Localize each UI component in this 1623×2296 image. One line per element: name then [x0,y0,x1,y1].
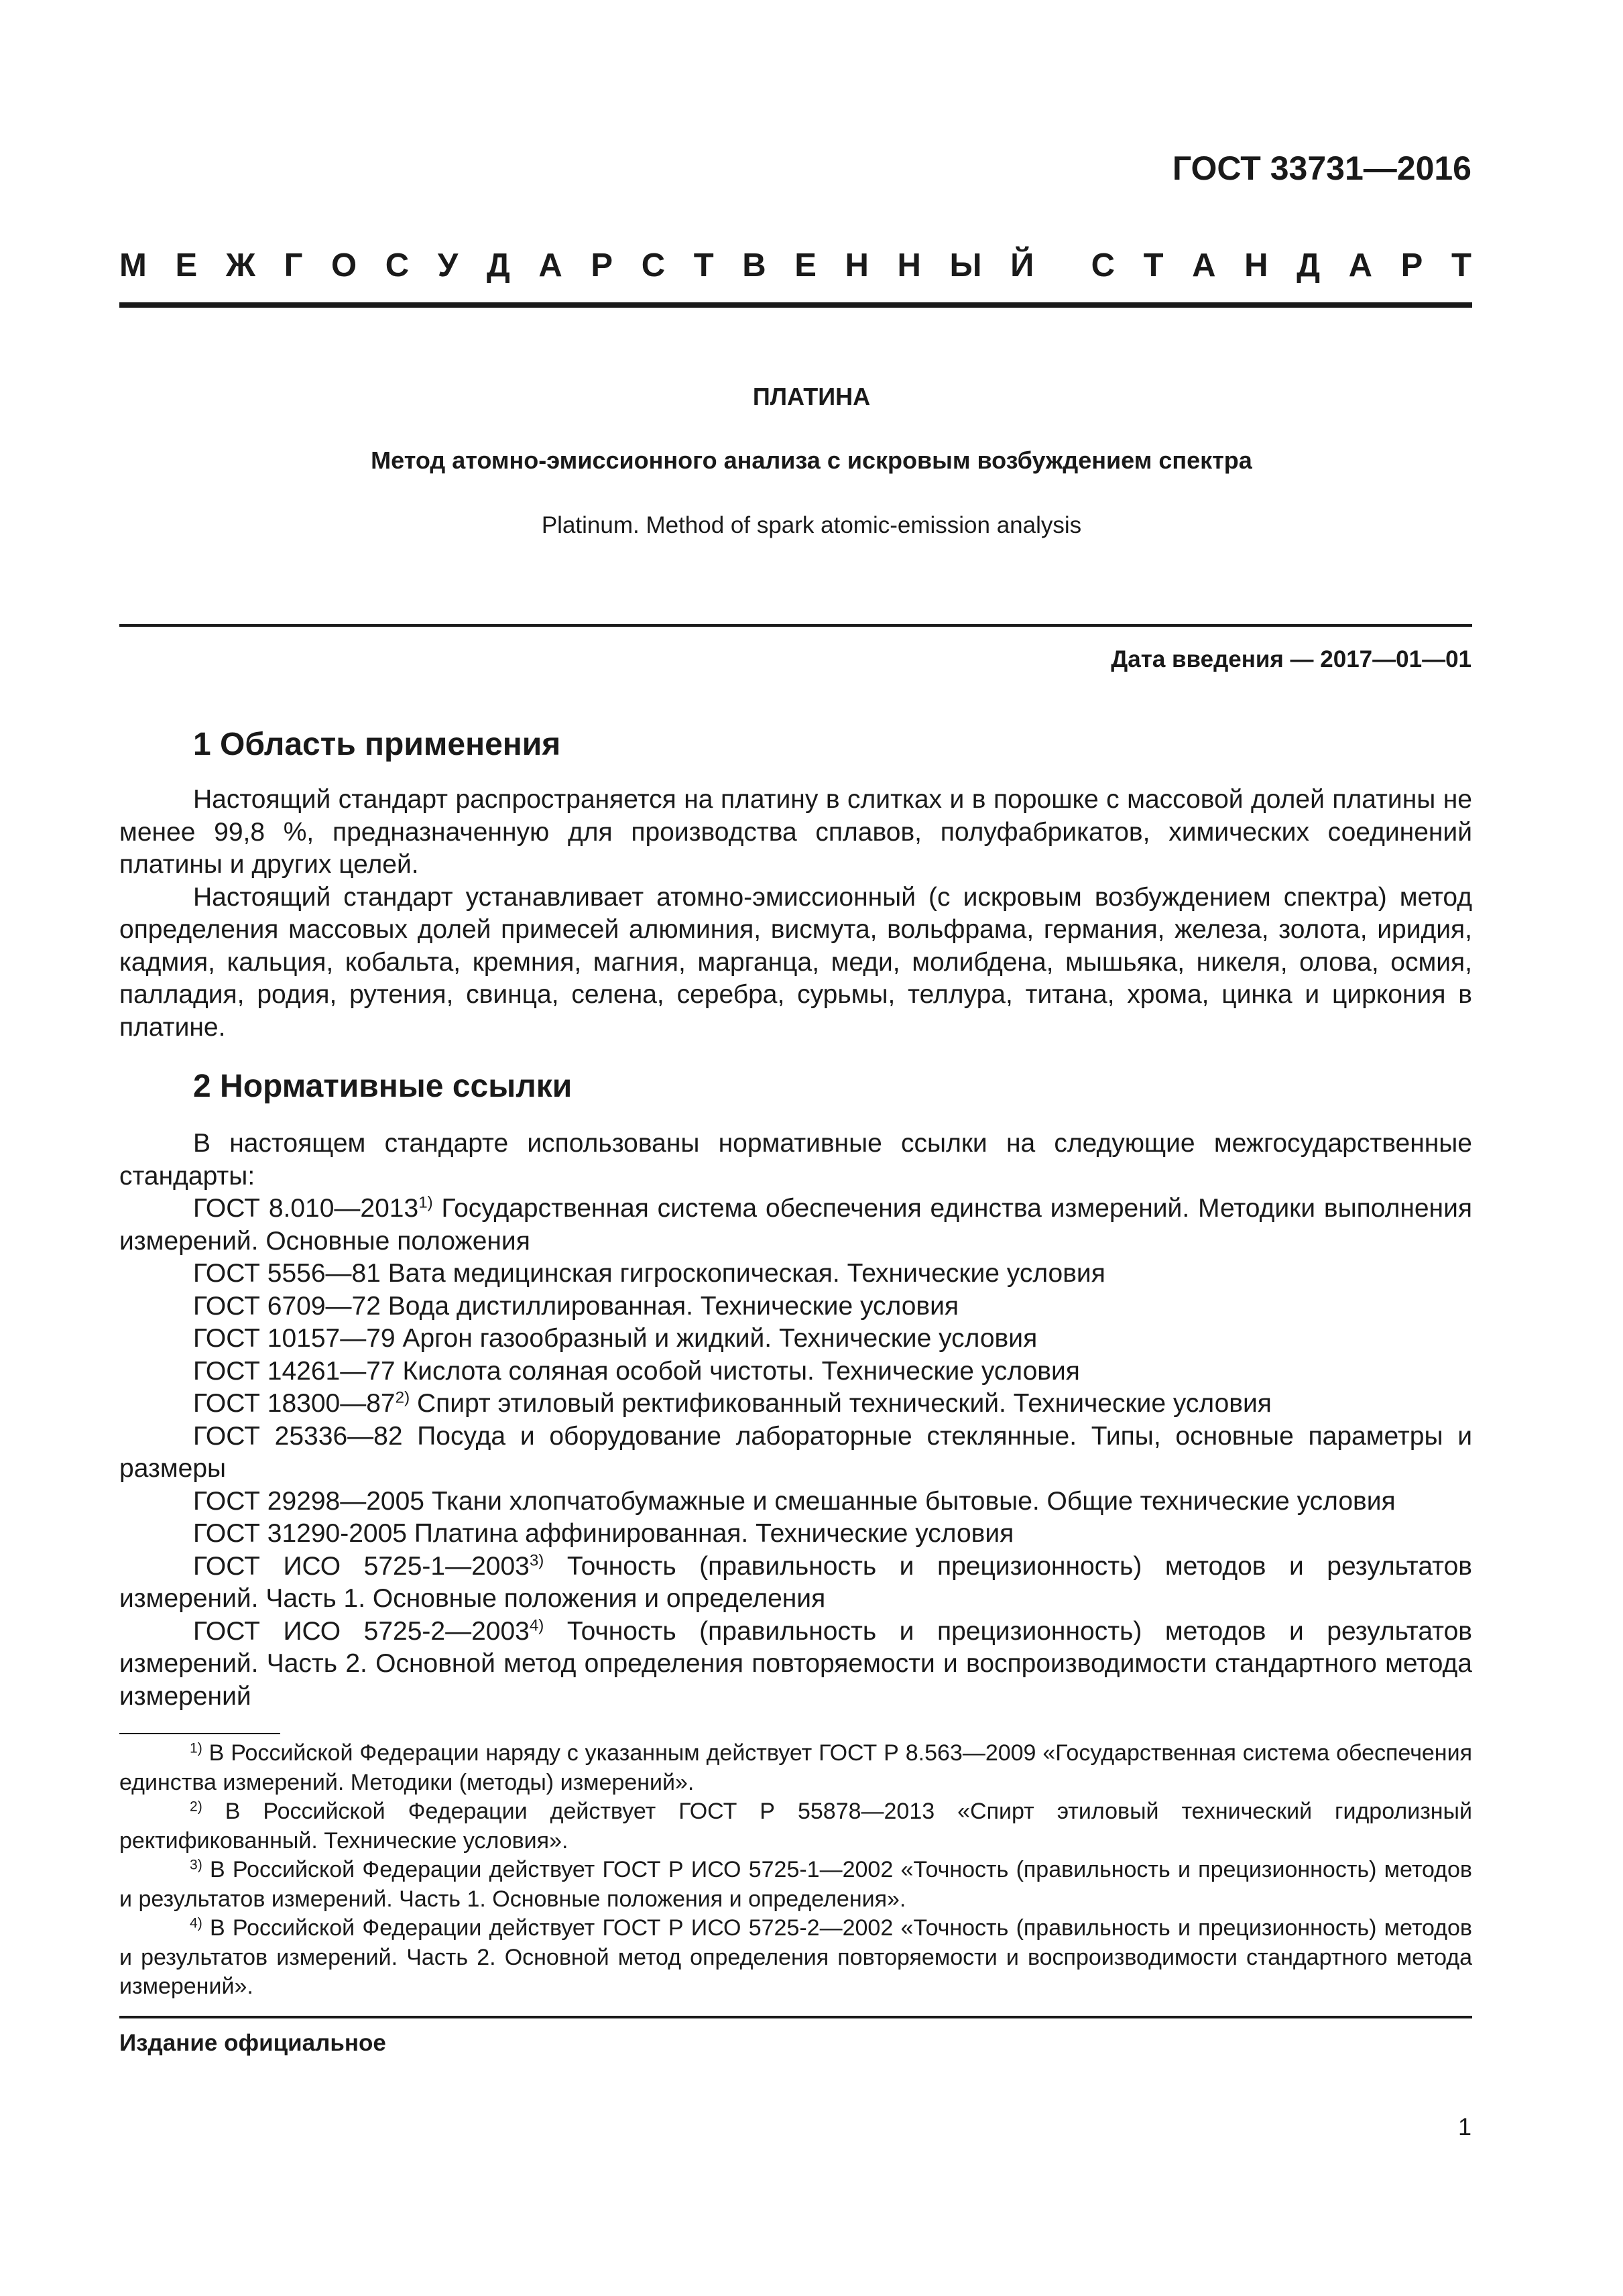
heading-letter: Е [794,247,817,284]
heading-letter: С [641,247,666,284]
reference-code: ГОСТ ИСО 5725-1—2003 [193,1551,530,1581]
edition-label: Издание официальное [119,2030,386,2056]
reference-code: ГОСТ 31290-2005 [193,1519,407,1548]
heading-letter: Р [591,247,613,284]
section-1-paragraph: Настоящий стандарт распространяется на платину в слитках и в порошке с массовой долей платины не менее 99,8 %, предназначенную для производства сплавов, полуфабрикатов, химических соединений платины и других целей. [119,785,1472,879]
heading-letter: А [1192,247,1216,284]
reference-item [119,1616,1472,1713]
reference-code: ГОСТ 25336—82 [193,1421,403,1451]
reference-title: Государственная система обеспечения единства измерений. Методики выполнения измерений. Основные положения [119,1194,1472,1256]
reference-list [119,1193,1472,1713]
reference-item [119,1323,1472,1355]
footnote-mark: 3) [529,1551,544,1570]
reference-title: Аргон газообразный и жидкий. Технические условия [395,1324,1038,1353]
reference-title: Вода дистиллированная. Технические условия [380,1291,959,1321]
heading-letter: Ы [949,247,982,284]
heading-letter: В [742,247,766,284]
reference-code: ГОСТ 29298—2005 [193,1486,425,1516]
footnote [119,1797,1472,1856]
heading-letter: Г [284,247,303,284]
heading-letter: Н [845,247,869,284]
footnote-separator [119,1733,280,1734]
heading-letter: Й [1010,247,1034,284]
reference-title: Точность (правильность и прецизионность) методов и результатов измерений. Часть 2. Основной метод определения повторяемости и воспроизводимости стандартного метода измерений [119,1616,1473,1711]
heading-letter: О [331,247,357,284]
heading-letter: Д [486,247,510,284]
footnote-mark: 4) [190,1915,202,1931]
section-1-heading: 1 Область применения [193,727,561,762]
section-1-body [119,784,1472,1044]
header-rule [119,302,1472,308]
heading-letter: Д [1297,247,1321,284]
reference-title: Платина аффинированная. Технические условия [407,1519,1014,1548]
reference-code: ГОСТ 8.010—2013 [193,1194,419,1223]
footnote-text: В Российской Федерации действует ГОСТ Р 55878—2013 «Спирт этиловый технический гидролизный ректификованный. Технические условия». [119,1799,1472,1854]
reference-code: ГОСТ 6709—72 [193,1291,381,1321]
reference-item [119,1290,1472,1323]
reference-title: Ткани хлопчатобумажные и смешанные бытовые. Общие технические условия [424,1486,1396,1516]
footnote-mark: 3) [190,1857,202,1873]
heading-letter: Н [1244,247,1268,284]
document-subtitle: Метод атомно-эмиссионного анализа с искровым возбуждением спектра [371,446,1252,474]
footnote-mark: 1) [418,1193,433,1212]
heading-letter: Т [1451,247,1471,284]
section-1-paragraph: Настоящий стандарт устанавливает атомно-эмиссионный (с искровым возбуждением спектра) метод определения массовых долей примесей алюминия, висмута, вольфрама, германия, железа, золота, иридия, кадмия, кальция, кобальта, кремния, магния, марганца, меди, молибдена, мышьяка, никеля, олова, осмия, палладия, родия, рутения, свинца, селена, серебра, сурьмы, теллура, титана, хрома, цинка и циркония в платине. [119,882,1472,1042]
heading-letter: М [119,247,147,284]
page-number: 1 [1457,2113,1471,2140]
reference-title: Посуда и оборудование лабораторные стеклянные. Типы, основные параметры и размеры [119,1421,1472,1483]
reference-code: ГОСТ ИСО 5725-2—2003 [193,1616,530,1646]
reference-title: Вата медицинская гигроскопическая. Технические условия [380,1259,1105,1288]
document-title: ПЛАТИНА [752,383,871,410]
footnote [119,1914,1472,2002]
footnote-mark: 2) [395,1388,410,1407]
reference-code: ГОСТ 18300—87 [193,1389,396,1418]
reference-item [119,1388,1472,1421]
reference-item [119,1486,1472,1518]
reference-item [119,1551,1472,1616]
heading-letter: А [1348,247,1373,284]
heading-letter: А [538,247,562,284]
section-2-heading: 2 Нормативные ссылки [193,1069,573,1104]
reference-code: ГОСТ 5556—81 [193,1259,381,1288]
reference-title: Точность (правильность и прецизионность) методов и результатов измерений. Часть 1. Основные положения и определения [119,1551,1473,1613]
reference-title: Спирт этиловый ректификованный технический. Технические условия [410,1389,1272,1418]
footnote-list [119,1739,1472,2002]
footnote [119,1739,1472,1797]
heading-letter: С [1091,247,1115,284]
footnote-mark: 4) [529,1616,544,1635]
title-rule [119,624,1472,627]
introduction-date: Дата введения — 2017—01—01 [1111,646,1471,672]
standard-type-heading [119,247,1471,284]
footnote [119,1856,1472,1914]
heading-letter: Т [693,247,714,284]
reference-item [119,1193,1472,1258]
footnote-mark: 2) [190,1799,202,1815]
reference-code: ГОСТ 10157—79 [193,1324,396,1353]
reference-item [119,1258,1472,1290]
footnote-mark: 1) [190,1740,202,1756]
reference-code: ГОСТ 14261—77 [193,1356,396,1386]
reference-item [119,1421,1472,1486]
footnote-text: В Российской Федерации наряду с указанным действует ГОСТ Р 8.563—2009 «Государственная система обеспечения единства измерений. Методики (методы) измерений». [119,1740,1472,1795]
reference-item [119,1355,1472,1388]
heading-letter: Р [1400,247,1423,284]
heading-letter: У [437,247,459,284]
footnote-text: В Российской Федерации действует ГОСТ Р ИСО 5725-1—2002 «Точность (правильность и прецизионность) методов и результатов измерений. Часть 1. Основные положения и определения». [119,1857,1472,1912]
reference-item [119,1518,1472,1551]
footnote-text: В Российской Федерации действует ГОСТ Р ИСО 5725-2—2002 «Точность (правильность и прецизионность) методов и результатов измерений. Часть 2. Основной метод определения повторяемости и воспроизводимости стандартного метода измерений». [119,1915,1472,1999]
reference-title: Кислота соляная особой чистоты. Технические условия [395,1356,1080,1386]
footer-rule [119,2016,1472,2018]
english-title: Platinum. Method of spark atomic-emission analysis [541,512,1082,538]
heading-letter: Ж [225,247,256,284]
heading-letter: Т [1143,247,1164,284]
heading-letter: С [385,247,410,284]
gost-number: ГОСТ 33731—2016 [1172,149,1471,187]
heading-letter: Е [175,247,198,284]
heading-letter: Н [897,247,921,284]
section-2-body [119,1128,1472,1713]
section-2-intro: В настоящем стандарте использованы нормативные ссылки на следующие межгосударственные стандарты: [119,1129,1472,1191]
